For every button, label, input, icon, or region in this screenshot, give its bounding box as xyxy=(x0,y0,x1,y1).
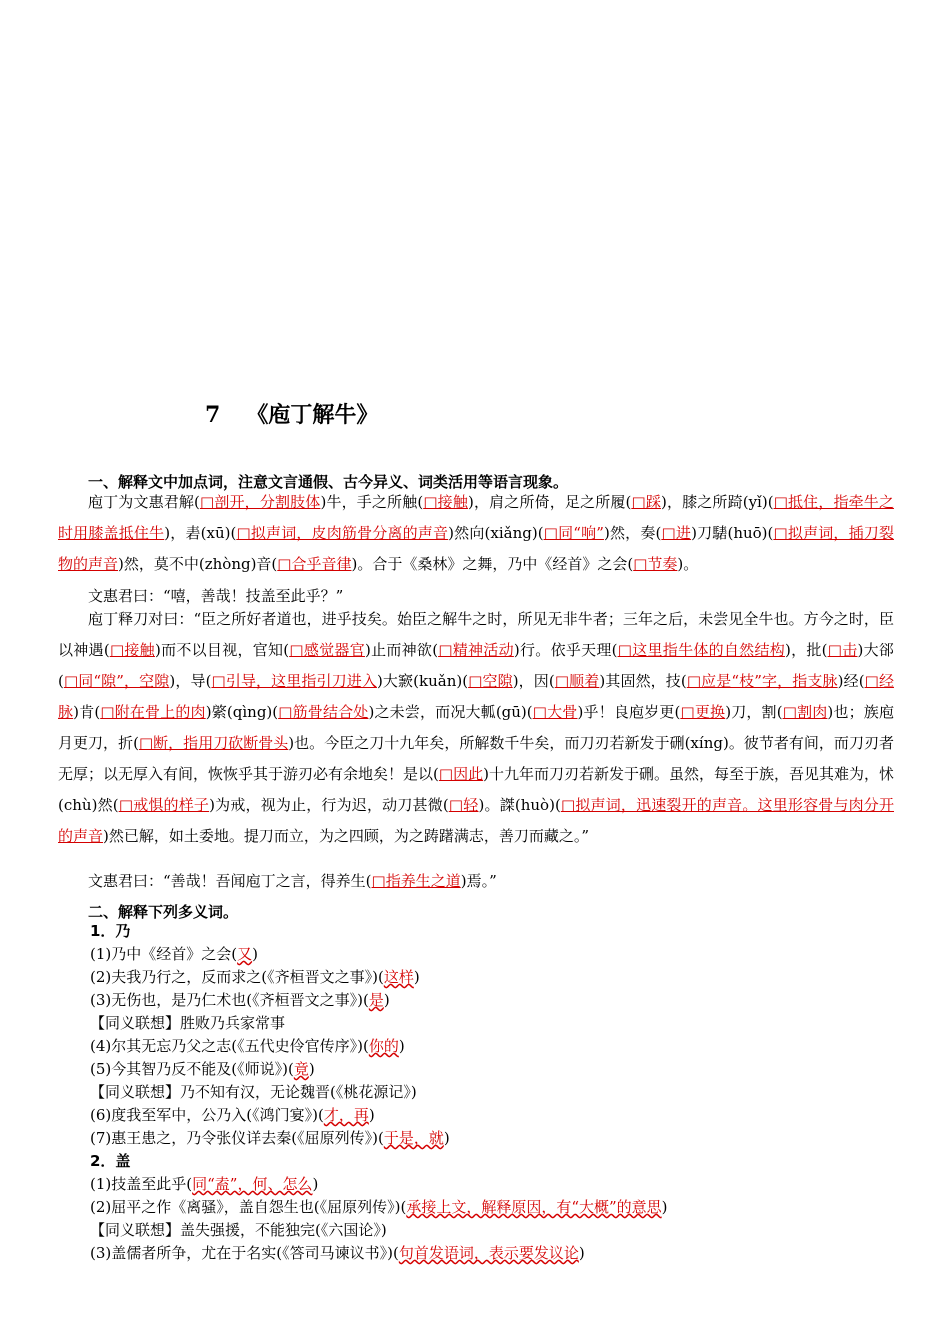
annotation: □轻 xyxy=(448,796,479,814)
closing-paren: ) xyxy=(308,1060,315,1078)
text-segment: )。合于《桑林》之舞，乃中《经首》之会( xyxy=(351,555,634,573)
annotation: □同“隙”，空隙 xyxy=(63,672,170,690)
text-segment: )大窾(kuǎn)( xyxy=(376,672,469,690)
list-item xyxy=(90,1173,668,1196)
text-segment: )也；族庖月更刀，折( xyxy=(58,703,894,752)
answer: 于是，就 xyxy=(383,1129,444,1147)
text-segment: )而不以目视，官知( xyxy=(154,641,290,659)
paragraph-3 xyxy=(58,604,894,852)
text-segment: )然，奏( xyxy=(603,524,662,542)
example-sentence: (6)度我至军中，公乃入(《鸿门宴》)( xyxy=(90,1106,324,1124)
list-item xyxy=(90,1127,668,1150)
text-segment: )乎！良庖岁更( xyxy=(577,703,681,721)
example-sentence: (3)无伤也，是乃仁术也(《齐桓晋文之事》)( xyxy=(90,991,369,1009)
text-segment: )，膝之所踦(yǐ)( xyxy=(660,493,774,511)
example-sentence: (1)技盖至此乎( xyxy=(90,1175,193,1193)
text-segment: )然已解，如土委地。提刀而立，为之四顾，为之踌躇满志，善刀而藏之。” xyxy=(103,827,590,845)
text-segment: )然，莫不中(zhòng)音( xyxy=(118,555,278,573)
text-segment: )为戒，视为止，行为迟，动刀甚微( xyxy=(209,796,449,814)
list-item xyxy=(90,943,668,966)
annotation: □顺着 xyxy=(554,672,600,690)
example-sentence: (2)屈平之作《离骚》，盖自怨生也(《屈原列传》)( xyxy=(90,1198,407,1216)
text-segment: )。 xyxy=(677,555,699,573)
text-segment: )止而神欲( xyxy=(364,641,439,659)
paragraph-1 xyxy=(58,487,894,580)
answer: 是 xyxy=(368,991,384,1009)
text-segment: )行。依乎天理( xyxy=(513,641,618,659)
annotation: □剖开，分割肢体 xyxy=(199,493,321,511)
closing-paren: ) xyxy=(312,1175,319,1193)
annotation: □应是“枝”字，指支脉 xyxy=(686,672,838,690)
closing-paren: ) xyxy=(578,1244,585,1262)
answer: 竟 xyxy=(293,1060,309,1078)
text-segment: 庖丁释刀对曰：“臣之所好者道也，进乎技矣。始臣之解牛之时，所见无非牛者；三年之后，未尝见全牛也。方今之时，臣以神遇( xyxy=(58,610,894,659)
annotation: □精神活动 xyxy=(438,641,514,659)
annotation: □合乎音律 xyxy=(277,555,352,573)
annotation: □拟声词，皮肉筋骨分离的声音 xyxy=(236,524,449,542)
example-sentence: (1)乃中《经首》之会( xyxy=(90,945,238,963)
answer: 你的 xyxy=(368,1037,399,1055)
annotation: □进 xyxy=(661,524,692,542)
answer: 这样 xyxy=(383,968,414,986)
annotation: □筋骨结合处 xyxy=(278,703,369,721)
closing-paren: ) xyxy=(383,991,390,1009)
list-item xyxy=(90,1219,668,1242)
example-sentence: (5)今其智乃反不能及(《师说》)( xyxy=(90,1060,294,1078)
list-item xyxy=(90,1196,668,1219)
annotation: □拟声词，插刀裂物的声音 xyxy=(58,524,894,573)
text-segment: )，因( xyxy=(512,672,555,690)
text-segment: )其固然，技( xyxy=(599,672,687,690)
annotation: □空隙 xyxy=(468,672,513,690)
answer: 才，再 xyxy=(323,1106,369,1124)
example-sentence: 【同义联想】乃不知有汉，无论魏晋(《桃花源记》) xyxy=(90,1083,417,1101)
annotation: □戒惧的样子 xyxy=(118,796,210,814)
example-sentence: 【同义联想】胜败乃兵家常事 xyxy=(90,1014,286,1032)
section-1-heading: 一、解释文中加点词，注意文言通假、古今异义、词类活用等语言现象。 xyxy=(88,473,569,491)
annotation: □击 xyxy=(827,641,858,659)
text-segment: )，导( xyxy=(169,672,212,690)
annotation: □大骨 xyxy=(532,703,578,721)
annotation: □因此 xyxy=(438,765,484,783)
example-sentence: (4)尔其无忘乃父之志(《五代史伶官传序》)( xyxy=(90,1037,369,1055)
list-item xyxy=(90,1012,668,1035)
text-segment: )，砉(xū)( xyxy=(164,524,237,542)
example-sentence: 【同义联想】盖失强援，不能独完(《六国论》) xyxy=(90,1221,387,1239)
answer: 同“盍”，何、怎么 xyxy=(192,1175,313,1193)
annotation: □同“响” xyxy=(543,524,604,542)
text-segment: 文惠君曰：“嘻，善哉！技盖至此乎？” xyxy=(88,587,344,605)
list-item xyxy=(90,989,668,1012)
example-sentence: (7)惠王患之，乃令张仪详去秦(《屈原列传》)( xyxy=(90,1129,384,1147)
annotation: □断，指用刀砍断骨头 xyxy=(138,734,289,752)
text-segment: )肯( xyxy=(73,703,101,721)
text-segment: )綮(qìng)( xyxy=(205,703,279,721)
page-title xyxy=(205,398,378,429)
closing-paren: ) xyxy=(368,1106,375,1124)
annotation: □这里指牛体的自然结构 xyxy=(617,641,785,659)
closing-paren: ) xyxy=(661,1198,668,1216)
example-sentence: (3)盖儒者所争，尤在于名实(《答司马谏议书》)( xyxy=(90,1244,399,1262)
list-item xyxy=(90,1104,668,1127)
polysemy-list xyxy=(90,920,668,1265)
closing-paren: ) xyxy=(413,968,420,986)
lesson-title: 《庖丁解牛》 xyxy=(246,402,379,428)
closing-paren: ) xyxy=(443,1129,450,1147)
annotation: □接触 xyxy=(109,641,155,659)
example-sentence: (2)夫我乃行之，反而求之(《齐桓晋文之事》)( xyxy=(90,968,384,986)
annotation: □附在骨上的肉 xyxy=(100,703,206,721)
lesson-number: 7 xyxy=(205,402,221,428)
text-segment: )经( xyxy=(837,672,865,690)
text-segment: )之未尝，而况大軱(gū)( xyxy=(368,703,533,721)
text-segment: 文惠君曰：“善哉！吾闻庖丁之言，得养生( xyxy=(88,872,372,890)
annotation: □更换 xyxy=(680,703,726,721)
text-segment: )刀騞(huō)( xyxy=(691,524,774,542)
paragraph-4 xyxy=(58,866,894,897)
annotation: □割肉 xyxy=(782,703,828,721)
word-heading: 1．乃 xyxy=(90,922,131,940)
list-item xyxy=(90,1242,668,1265)
text-segment: )大郤( xyxy=(58,641,894,690)
answer: 又 xyxy=(237,945,253,963)
text-segment: )牛，手之所触( xyxy=(320,493,424,511)
answer: 句首发语词，表示要发议论 xyxy=(398,1244,579,1262)
text-segment: )焉。” xyxy=(460,872,497,890)
annotation: □经脉 xyxy=(58,672,894,721)
text-segment: )然向(xiǎng)( xyxy=(448,524,544,542)
annotation: □节奏 xyxy=(633,555,678,573)
annotation: □引导，这里指引刀进入 xyxy=(211,672,377,690)
annotation: □踩 xyxy=(631,493,661,511)
list-item xyxy=(90,1058,668,1081)
annotation: □抵住，指牵牛之时用膝盖抵住牛 xyxy=(58,493,894,542)
closing-paren: ) xyxy=(252,945,258,963)
annotation: □感觉器官 xyxy=(289,641,365,659)
annotation: □拟声词，迅速裂开的声音。这里形容骨与肉分开的声音 xyxy=(58,796,894,845)
list-item xyxy=(90,966,668,989)
text-segment: )也。今臣之刀十九年矣，所解数千牛矣，而刀刃若新发于硎(xíng)。彼节者有间，而刀刃者无厚；以无厚入有间，恢恢乎其于游刃必有余地矣！是以( xyxy=(58,734,894,783)
text-segment: )十九年而刀刃若新发于硎。虽然，每至于族，吾见其难为，怵(chù)然( xyxy=(58,765,894,814)
text-segment: )。謋(huò)( xyxy=(478,796,561,814)
list-item xyxy=(90,1081,668,1104)
text-segment: )，批( xyxy=(785,641,828,659)
text-segment: 庖丁为文惠君解( xyxy=(88,493,200,511)
word-heading: 2．盖 xyxy=(90,1152,131,1170)
annotation: □指养生之道 xyxy=(371,872,461,890)
text-segment: )刀，割( xyxy=(725,703,783,721)
text-segment: )，肩之所倚，足之所履( xyxy=(467,493,632,511)
annotation: □接触 xyxy=(423,493,468,511)
list-item xyxy=(90,1035,668,1058)
closing-paren: ) xyxy=(398,1037,405,1055)
section-2-heading: 二、解释下列多义词。 xyxy=(88,903,239,921)
answer: 承接上文，解释原因，有“大概”的意思 xyxy=(406,1198,662,1216)
